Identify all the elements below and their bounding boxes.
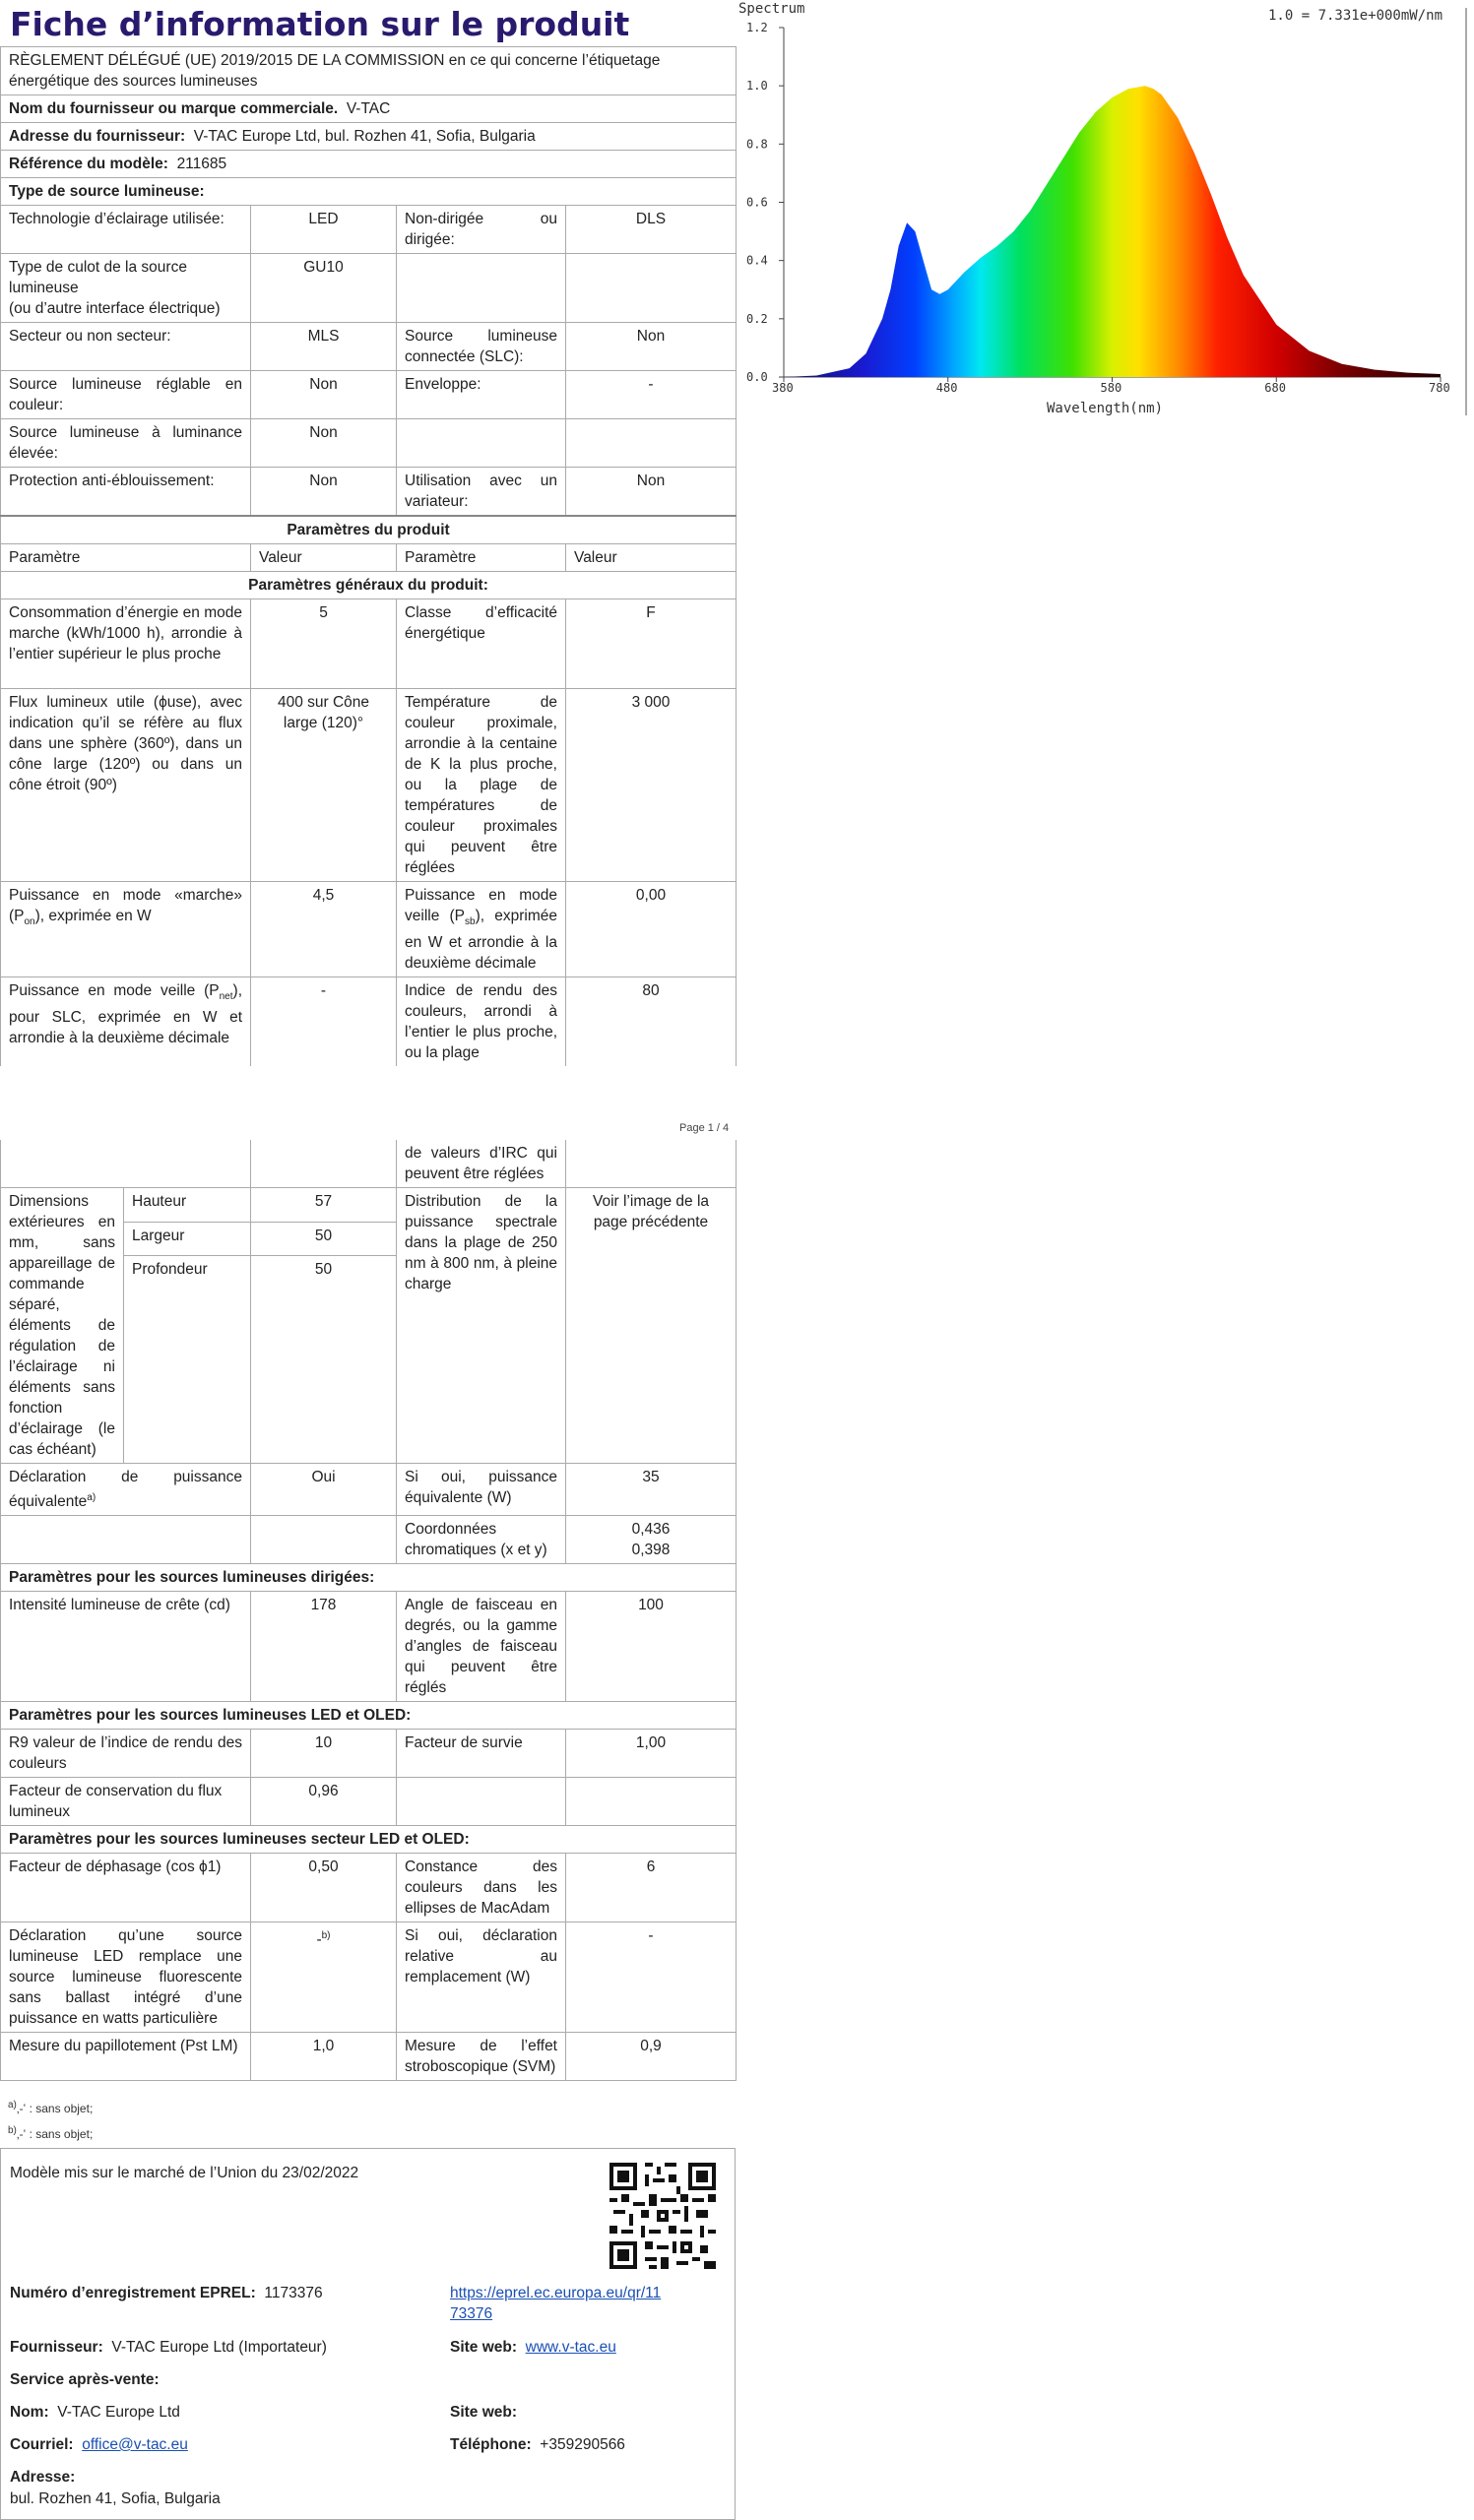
type-section-header: Type de source lumineuse:: [1, 178, 737, 206]
y-tick-label: 0.4: [746, 253, 768, 268]
param-value: Oui: [251, 1464, 397, 1516]
text-part: Puissance en mode veille (P: [405, 887, 557, 924]
dimensions-label: Dimensions extérieures en mm, sans appareillage de commande séparé, éléments de régulation de l’éclairage ni éléments sans fonction d’éclairage (le cas échéant): [1, 1188, 124, 1464]
param-label: [1, 1464, 251, 1516]
subscript: sb: [465, 916, 476, 928]
market-date: Modèle mis sur le marché de l’Union du 23/02/2022: [10, 2165, 359, 2181]
param-value: Non: [251, 371, 397, 419]
param-label: [397, 419, 566, 468]
param-value: MLS: [251, 323, 397, 371]
col-header: Paramètre: [397, 544, 566, 572]
param-value: 0,9: [566, 2033, 737, 2081]
param-label: Constance des couleurs dans les ellipses de MacAdam: [397, 1854, 566, 1922]
eprel-label: Numéro d’enregistrement EPREL:: [10, 2285, 256, 2301]
param-value: 35: [566, 1464, 737, 1516]
param-label: Intensité lumineuse de crête (cd): [1, 1592, 251, 1702]
net-power-row: [1, 977, 737, 1067]
model-ref-row: [1, 151, 737, 178]
param-value: Non: [566, 323, 737, 371]
param-value: 400 sur Cône large (120)°: [251, 689, 397, 882]
param-value: 0,00: [566, 882, 737, 977]
param-value: Voir l’image de la page précédente: [566, 1188, 737, 1464]
type-row: [1, 254, 737, 323]
param-value: 80: [566, 977, 737, 1067]
dimension-name: Profondeur: [124, 1256, 251, 1464]
param-label: Mesure de l’effet stroboscopique (SVM): [397, 2033, 566, 2081]
subscript: net: [219, 991, 233, 1003]
param-value: 100: [566, 1592, 737, 1702]
mains-row: [1, 1854, 737, 1922]
general-params-header: Paramètres généraux du produit:: [1, 572, 737, 599]
text-part: ), exprimée en W et arrondie à la deuxième décimale: [405, 908, 557, 973]
dimension-value: 50: [251, 1222, 397, 1256]
param-value: [566, 254, 737, 323]
phone-label: Téléphone:: [450, 2436, 532, 2453]
led-row: [1, 1778, 737, 1826]
param-label: [397, 254, 566, 323]
supplier-label: Fournisseur:: [10, 2339, 103, 2356]
page-number: Page 1 / 4: [679, 1122, 730, 1134]
qr-code-icon: [609, 2163, 716, 2269]
footnote-marker: a): [8, 2100, 17, 2110]
param-label: Indice de rendu des couleurs, arrondi à l’entier le plus proche, ou la plage: [397, 977, 566, 1067]
x-axis-label: Wavelength(nm): [1047, 401, 1164, 416]
equiv-row: [1, 1464, 737, 1516]
param-value: [566, 1778, 737, 1826]
param-value: Non: [566, 468, 737, 517]
param-value: 3 000: [566, 689, 737, 882]
x-tick-label: 380: [772, 381, 794, 395]
param-value: -: [566, 371, 737, 419]
param-label: Source lumineuse à luminance élevée:: [1, 419, 251, 468]
address-value: bul. Rozhen 41, Sofia, Bulgaria: [10, 2490, 221, 2507]
x-tick-label: 780: [1429, 381, 1450, 395]
param-value: Non: [251, 468, 397, 517]
email-row: [10, 2434, 188, 2455]
param-label: Flux lumineux utile (ϕuse), avec indication qu’il se réfère au flux dans une sphère (360º), dans un cône large (120º) ou dans un cône étroit (90º): [1, 689, 251, 882]
param-label: Si oui, puissance équivalente (W): [397, 1464, 566, 1516]
type-row: [1, 371, 737, 419]
y-tick-label: 0.8: [746, 137, 768, 152]
param-value: LED: [251, 206, 397, 254]
footnote-marker: b): [8, 2125, 17, 2136]
chart-marks: [784, 86, 1441, 377]
param-label: Distribution de la puissance spectrale dans la plage de 250 nm à 800 nm, à pleine charge: [397, 1188, 566, 1464]
text-part: ), pour SLC, exprimée en W et arrondie à la deuxième décimale: [9, 982, 242, 1047]
regulation-text: RÈGLEMENT DÉLÉGUÉ (UE) 2019/2015 DE LA COMMISSION en ce qui concerne l’étiquetage énergétique des sources lumineuses: [1, 47, 737, 95]
website-label: Site web:: [450, 2339, 518, 2356]
led-header: Paramètres pour les sources lumineuses LED et OLED:: [1, 1702, 737, 1730]
service-site-label: Site web:: [450, 2404, 518, 2421]
param-value: [566, 1516, 737, 1564]
param-label: [397, 882, 566, 977]
led-row: [1, 1730, 737, 1778]
param-value: 10: [251, 1730, 397, 1778]
param-label: Déclaration qu’une source lumineuse LED remplace une source lumineuse fluorescente sans ballast intégré d’une puissance en watts particulière: [1, 1922, 251, 2033]
param-label: de valeurs d’IRC qui peuvent être réglées: [397, 1140, 566, 1188]
param-label: Utilisation avec un variateur:: [397, 468, 566, 517]
text-part: Puissance en mode «marche» (P: [9, 887, 242, 924]
email-link[interactable]: office@v-tac.eu: [82, 2436, 188, 2453]
param-value: 6: [566, 1854, 737, 1922]
spectrum-svg: [737, 0, 1474, 418]
empty-cell: [1, 1140, 251, 1188]
website-row: [450, 2337, 616, 2358]
subscript: on: [24, 916, 35, 928]
chroma-x: 0,436: [631, 1521, 671, 1539]
param-value: DLS: [566, 206, 737, 254]
eprel-link-part-2[interactable]: 73376: [450, 2305, 493, 2322]
text-part: Puissance en mode veille (P: [9, 982, 220, 1000]
page-1: [0, 0, 736, 1066]
phone-row: [450, 2434, 625, 2455]
param-label: [1, 254, 251, 323]
param-label: Facteur de déphasage (cos ϕ1): [1, 1854, 251, 1922]
empty-cell: [251, 1516, 397, 1564]
dimensions-row: [1, 1188, 737, 1223]
service-name-row: [10, 2402, 180, 2423]
spectrum-area: [784, 86, 1441, 377]
chroma-y: 0,398: [631, 1542, 671, 1559]
param-value: Non: [251, 419, 397, 468]
supplier-row: [10, 2337, 327, 2358]
empty-cell: [566, 1140, 737, 1188]
model-ref-value: 211685: [176, 156, 227, 172]
footnote-text: ‚-‛ : sans objet;: [16, 2127, 94, 2141]
phone-value: +359290566: [540, 2436, 625, 2453]
page-title: Fiche d’information sur le produit: [10, 5, 630, 43]
param-value: -: [251, 977, 397, 1067]
superscript: b): [321, 1930, 331, 1942]
type-row: [1, 468, 737, 517]
param-value: 1,0: [251, 2033, 397, 2081]
dimension-value: 57: [251, 1188, 397, 1223]
email-label: Courriel:: [10, 2436, 74, 2453]
param-label: Si oui, déclaration relative au remplacement (W): [397, 1922, 566, 2033]
power-row: [1, 882, 737, 977]
directed-header: Paramètres pour les sources lumineuses dirigées:: [1, 1564, 737, 1592]
param-value: -: [566, 1922, 737, 2033]
empty-cell: [251, 1140, 397, 1188]
param-value: 5: [251, 599, 397, 689]
param-value: [566, 419, 737, 468]
param-label: Technologie d’éclairage utilisée:: [1, 206, 251, 254]
text-part: Déclaration de puissance équivalente: [9, 1469, 242, 1511]
footnote-text: ‚-‛ : sans objet;: [16, 2102, 94, 2115]
page-2: [0, 1140, 736, 2081]
param-label: Facteur de conservation du flux lumineux: [1, 1778, 251, 1826]
eprel-link[interactable]: [450, 2283, 661, 2324]
dimension-name: Largeur: [124, 1222, 251, 1256]
supplier-name-label: Nom du fournisseur ou marque commerciale.: [9, 100, 339, 117]
website-link[interactable]: www.v-tac.eu: [525, 2339, 616, 2356]
param-label: Source lumineuse connectée (SLC):: [397, 323, 566, 371]
supplier-value: V-TAC Europe Ltd (Importateur): [111, 2339, 327, 2356]
y-tick-label: 0.6: [746, 195, 768, 210]
x-tick-label: 480: [935, 381, 958, 395]
param-label: [1, 977, 251, 1067]
param-value: 178: [251, 1592, 397, 1702]
product-params-header: Paramètres du produit: [1, 516, 737, 544]
y-tick-label: 1.0: [746, 79, 768, 94]
chart-annotation: 1.0 = 7.331e+000mW/nm: [1268, 8, 1443, 24]
service-header: Service après-vente:: [10, 2371, 160, 2388]
superscript: a): [87, 1492, 96, 1503]
param-label: Non-dirigée ou dirigée:: [397, 206, 566, 254]
x-tick-label: 580: [1100, 381, 1122, 395]
param-label: Source lumineuse réglable en couleur:: [1, 371, 251, 419]
y-tick-label: 0.2: [746, 311, 768, 326]
mains-header: Paramètres pour les sources lumineuses secteur LED et OLED:: [1, 1826, 737, 1854]
directed-row: [1, 1592, 737, 1702]
param-label: Protection anti-éblouissement:: [1, 468, 251, 517]
column-header-row: [1, 544, 737, 572]
text-part: ), exprimée en W: [34, 908, 152, 924]
y-tick-label: 1.2: [746, 21, 768, 34]
col-header: Valeur: [566, 544, 737, 572]
supplier-address-label: Adresse du fournisseur:: [9, 128, 186, 145]
supplier-name-value: V-TAC: [346, 100, 391, 117]
param-value: 1,00: [566, 1730, 737, 1778]
supplier-name-row: [1, 95, 737, 123]
param-value: F: [566, 599, 737, 689]
param-label: [397, 1778, 566, 1826]
model-ref-label: Référence du modèle:: [9, 156, 168, 172]
footnote-a: [8, 2100, 93, 2115]
param-value: GU10: [251, 254, 397, 323]
supplier-address-value: V-TAC Europe Ltd, bul. Rozhen 41, Sofia, Bulgaria: [193, 128, 536, 145]
param-label: Température de couleur proximale, arrondie à la centaine de K la plus proche, ou la plage de températures de couleur proximales qui peuvent être réglées: [397, 689, 566, 882]
param-value: 0,96: [251, 1778, 397, 1826]
general-row: [1, 689, 737, 882]
param-value: 0,50: [251, 1854, 397, 1922]
continued-row: [1, 1140, 737, 1188]
col-header: Valeur: [251, 544, 397, 572]
mains-row: [1, 2033, 737, 2081]
chroma-row: [1, 1516, 737, 1564]
general-row: [1, 599, 737, 689]
param-label: R9 valeur de l’indice de rendu des couleurs: [1, 1730, 251, 1778]
col-header: Paramètre: [1, 544, 251, 572]
mains-row: [1, 1922, 737, 2033]
eprel-row: [10, 2283, 323, 2303]
eprel-value: 1173376: [264, 2285, 323, 2301]
product-info-table-continued: [0, 1140, 737, 2081]
chart-title: Spectrum: [738, 1, 805, 17]
param-label: [1, 882, 251, 977]
param-value: 4,5: [251, 882, 397, 977]
product-info-table: [0, 46, 737, 1066]
param-label: Facteur de survie: [397, 1730, 566, 1778]
eprel-box: [0, 2148, 736, 2520]
dimension-name: Hauteur: [124, 1188, 251, 1223]
empty-cell: [1, 1516, 251, 1564]
text-part: -: [316, 1931, 322, 1949]
type-row: [1, 323, 737, 371]
param-label: Mesure du papillotement (Pst LM): [1, 2033, 251, 2081]
service-name-value: V-TAC Europe Ltd: [57, 2404, 180, 2421]
eprel-link-part-1[interactable]: https://eprel.ec.europa.eu/qr/11: [450, 2285, 662, 2301]
type-row: [1, 206, 737, 254]
y-tick-label: 0.0: [746, 370, 768, 384]
dimension-value: 50: [251, 1256, 397, 1464]
spectrum-chart: [737, 0, 1474, 418]
param-value: [251, 1922, 397, 2033]
param-label: Enveloppe:: [397, 371, 566, 419]
param-label: Consommation d’énergie en mode marche (kWh/1000 h), arrondie à l’entier supérieur le plus proche: [1, 599, 251, 689]
param-label: Secteur ou non secteur:: [1, 323, 251, 371]
address-label: Adresse:: [10, 2469, 76, 2486]
x-tick-label: 680: [1264, 381, 1286, 395]
footnote-b: [8, 2125, 93, 2141]
param-label: Coordonnées chromatiques (x et y): [397, 1516, 566, 1564]
type-row: [1, 419, 737, 468]
socket-label-note: (ou d’autre interface électrique): [9, 300, 221, 317]
param-label: Classe d’efficacité énergétique: [397, 599, 566, 689]
param-label: Angle de faisceau en degrés, ou la gamme d’angles de faisceau qui peuvent être réglés: [397, 1592, 566, 1702]
socket-label: Type de culot de la source lumineuse: [9, 259, 187, 296]
service-name-label: Nom:: [10, 2404, 49, 2421]
supplier-address-row: [1, 123, 737, 151]
